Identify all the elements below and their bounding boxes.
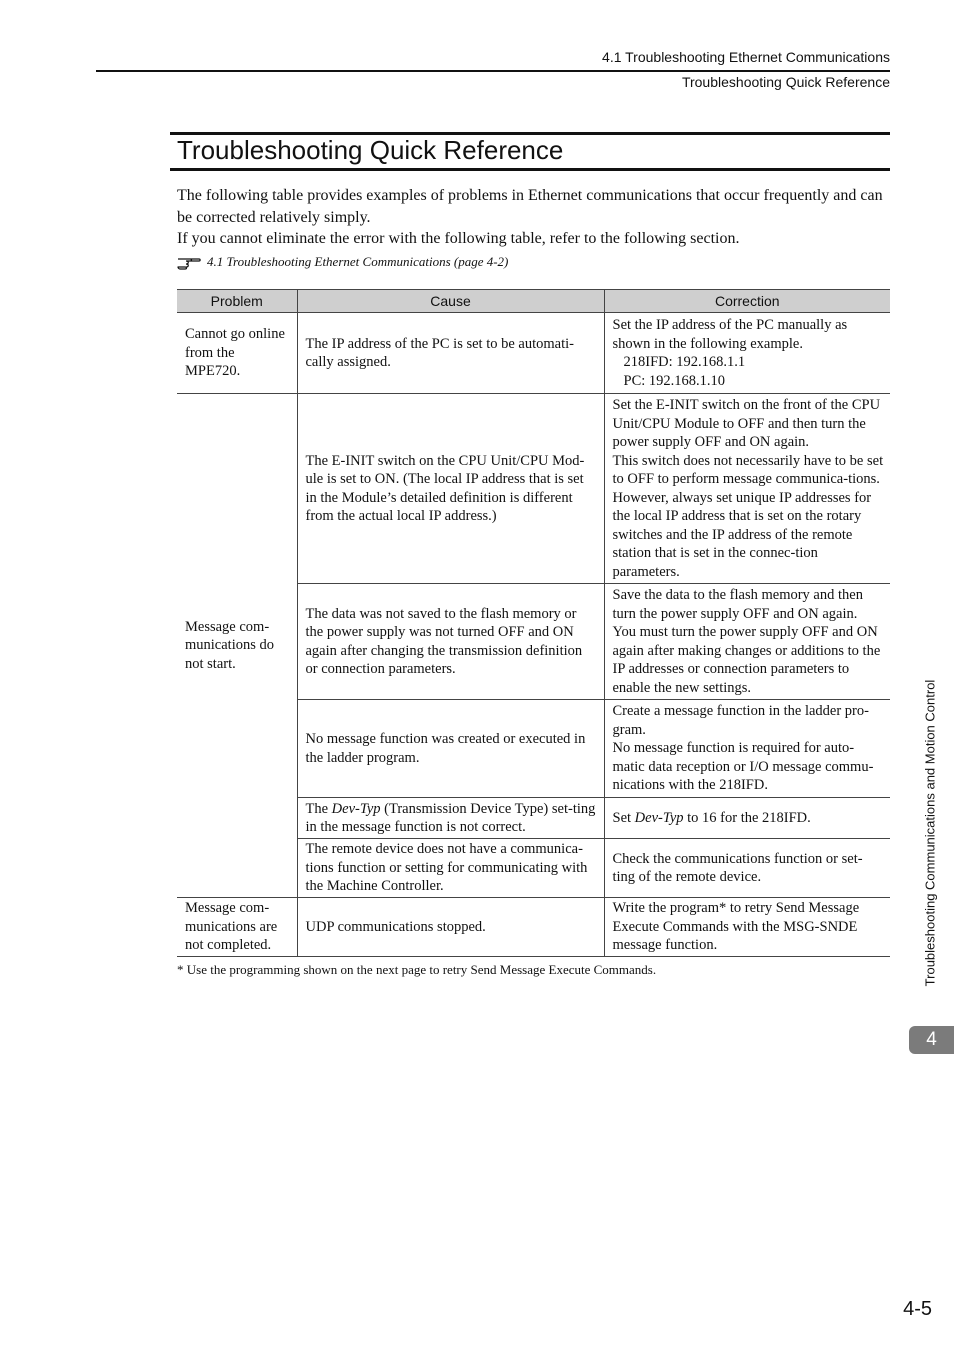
dev-typ-term: Dev-Typ [331, 800, 381, 817]
cross-reference-text[interactable]: 4.1 Troubleshooting Ethernet Communications (page 4-2) [207, 254, 509, 269]
cause-cell: No message function was created or executed in the ladder program. [297, 700, 604, 798]
correction-cell [604, 584, 890, 700]
page-title: Troubleshooting Quick Reference [177, 135, 564, 165]
intro-paragraph-1: The following table provides examples of problems in Ethernet communications that occur frequently and can be corrected relatively simply. [177, 187, 883, 226]
problem-cell: Cannot go online from the MPE720. [177, 313, 297, 394]
troubleshooting-table [177, 289, 890, 957]
header-correction: Correction [604, 290, 890, 313]
header-rule [96, 70, 890, 72]
correction-note: You must turn the power supply OFF and ON again after making changes or additions to the IP addresses or connection parameters to enable the new settings. [612, 624, 881, 696]
header-problem: Problem [177, 290, 297, 313]
correction-cell: Write the program* to retry Send Message Execute Commands with the MSG-SNDE message function. [604, 898, 890, 957]
footnote: * Use the programming shown on the next page to retry Send Message Execute Commands. [177, 962, 657, 977]
correction-example: 218IFD: 192.168.1.1 [623, 354, 746, 370]
page-number: 4-5 [903, 1298, 932, 1320]
intro-paragraph-2: If you cannot eliminate the error with the following table, refer to the following section. [177, 230, 740, 247]
correction-note: No message function is required for auto-matic data reception or I/O message commu-nications with the 218IFD. [612, 740, 874, 794]
problem-cell: Message com-munications do not start. [177, 394, 297, 898]
problem-cell: Message com-munications are not completed. [177, 898, 297, 957]
table-row [177, 394, 890, 584]
cause-cell: The remote device does not have a communica-tions function or setting for communicating with the Machine Controller. [297, 839, 604, 898]
header-cause: Cause [297, 290, 604, 313]
correction-note: This switch does not necessarily have to be set to OFF to perform message communica-tions. However, always set unique IP addresses for the local IP address that is set on the rotary switches and the IP address of the remote station that is set in the connec-tion parameters. [612, 452, 884, 580]
table-row [177, 313, 890, 394]
cause-text: (Transmission Device Type) set-ting in the message function is not correct. [305, 800, 596, 835]
correction-cell [604, 700, 890, 798]
correction-text: Set the IP address of the PC manually as shown in the following example. [612, 317, 848, 352]
title-bottom-rule [170, 168, 890, 171]
running-header-section: 4.1 Troubleshooting Ethernet Communications [602, 49, 890, 65]
cause-text: The [305, 800, 329, 817]
cause-cell: The IP address of the PC is set to be automati-cally assigned. [297, 313, 604, 394]
cause-cell: The data was not saved to the flash memory or the power supply was not turned OFF and ON again after changing the transmission definition or connection parameters. [297, 584, 604, 700]
intro-text [177, 185, 892, 250]
side-chapter-title: Troubleshooting Communications and Motion Control [922, 679, 938, 987]
cause-cell: The E-INIT switch on the CPU Unit/CPU Mod-ule is set to ON. (The local IP address that is set in the Module’s detailed definition is different from the actual local IP address.) [297, 394, 604, 584]
correction-cell [604, 313, 890, 394]
correction-example: PC: 192.168.1.10 [623, 372, 726, 389]
table-row [177, 898, 890, 957]
dev-typ-term: Dev-Typ [634, 809, 684, 826]
chapter-tab[interactable]: 4 [909, 1026, 954, 1054]
correction-text: Set [612, 809, 632, 826]
correction-cell [604, 394, 890, 584]
correction-text: to 16 for the 218IFD. [687, 809, 811, 826]
cross-reference[interactable] [177, 254, 508, 270]
pointing-hand-icon [177, 254, 201, 270]
correction-text: Set the E-INIT switch on the front of the CPU Unit/CPU Module to OFF and then turn the power supply OFF and ON again. [612, 397, 881, 450]
correction-cell [604, 798, 890, 839]
correction-text: Save the data to the flash memory and then turn the power supply OFF and ON again. [612, 587, 863, 622]
correction-cell: Check the communications function or set-ting of the remote device. [604, 839, 890, 898]
running-header-subsection: Troubleshooting Quick Reference [681, 74, 890, 90]
correction-text: Create a message function in the ladder pro-gram. [612, 703, 869, 738]
cause-cell: UDP communications stopped. [297, 898, 604, 957]
cause-cell [297, 798, 604, 839]
